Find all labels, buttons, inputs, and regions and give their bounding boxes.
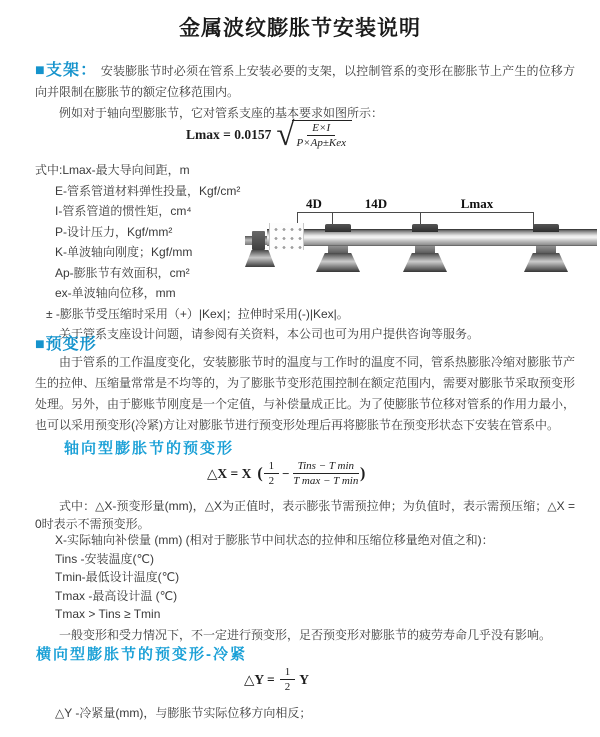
definition-line: E-管系管道材料弹性投量，Kgf/cm²	[55, 183, 241, 198]
pipe-clamp	[533, 224, 559, 232]
fraction-denominator: 2	[268, 475, 275, 487]
minus-sign: −	[282, 465, 290, 481]
fraction-denominator: T max − T min	[293, 475, 359, 487]
lateral-formula-rhs: Y	[299, 671, 309, 687]
one-half-fraction	[280, 666, 296, 693]
pipe-clamp	[325, 224, 351, 232]
fraction-numerator: Tins − T min	[293, 460, 359, 474]
lateral-formula-lhs: △Y =	[244, 671, 275, 687]
definition-line: Ap-膨胀节有效面积，cm²	[55, 265, 190, 280]
lmax-fraction-numerator: E×I	[307, 122, 335, 136]
predeform-section-heading: ■预变形	[35, 336, 97, 353]
fixed-anchor-base	[245, 250, 275, 267]
axial-line: Tmin-最低设计温度(℃)	[55, 570, 180, 585]
dim-label-lmax: Lmax	[460, 196, 494, 211]
lmax-fraction-denominator: P×Ap±Kex	[296, 137, 346, 149]
temperature-fraction	[293, 460, 359, 487]
definition-line: ex-单波轴向位移，mm	[55, 286, 176, 300]
fraction-denominator: 2	[284, 681, 291, 693]
definition-line: 式中:Lmax-最大导向间距，m	[35, 163, 190, 177]
definition-line: 关于管系支座设计问题，请参阅有关资料，本公司也可为用户提供咨询等服务。	[59, 327, 480, 341]
pipe-clamp	[412, 224, 438, 232]
axial-line: X-实际轴向补偿量 (mm) (相对于膨胀节中间状态的拉伸和压缩位移量绝对值之和)：	[55, 533, 494, 547]
one-half-fraction	[264, 460, 280, 487]
support-saddle	[328, 245, 348, 253]
support-example-line: 例如对于轴向型膨胀节，它对管系支座的基本要求如图所示：	[59, 106, 384, 120]
axial-subsection-heading: 轴向型膨胀节的预变形	[64, 440, 235, 457]
support-section-paragraph	[35, 60, 575, 103]
definition-line: I-管系管道的惯性矩，cm⁴	[55, 204, 192, 218]
support-base	[403, 253, 447, 272]
definition-line: K-单波轴向刚度；Kgf/mm	[55, 245, 193, 259]
predeform-paragraph: 由于管系的工作温度变化，安装膨胀节时的温度与工作时的温度不同，管系热膨胀冷缩对膨胀节产生的拉伸、压缩量常常是不均等的，为了膨胀节变形范围控制在额定范围内，需要对膨胀节采取预变形处理。另外，由于膨账节刚度是一个定值，与补偿量成正比。为了使膨胀节位移对管系的作用力最小，也可以采用预变形(冷紧)方让对膨胀节进行预变形处理后再将膨胀节在预变形状态下安装在管系中。	[35, 355, 576, 432]
axial-symbol-lines	[0, 531, 560, 624]
lmax-formula	[186, 117, 352, 153]
square-root	[276, 117, 352, 153]
lmax-fraction	[292, 120, 352, 150]
axial-formula-note: 式中：△X-预变形量(mm)，△X为正值时，表示膨张节需预拉伸；为负值时，表示需预压缩；△X = 0时表示不需预变形。	[35, 499, 575, 531]
dim-label-14d: 14D	[364, 196, 388, 211]
pipe-support-diagram	[245, 196, 597, 288]
support-saddle	[536, 245, 556, 253]
lateral-formula-note: △Y -冷紧量(mm)，与膨胀节实际位移方向相反；	[55, 706, 312, 720]
support-section-heading: ■支架：	[35, 62, 98, 79]
axial-formula-lhs: △X = X	[207, 465, 252, 481]
support-base	[524, 253, 568, 272]
fraction-numerator: 1	[280, 666, 296, 680]
support-saddle	[415, 245, 435, 253]
axial-line: Tmax > Tins ≥ Tmin	[55, 607, 161, 622]
page-title: 金属波纹膨胀节安装说明	[179, 17, 421, 40]
axial-predeform-formula	[207, 460, 366, 487]
axial-line: Tins -安装温度(℃)	[55, 551, 155, 566]
definition-line: ± -膨胀节受压缩时采用（+）|Kex|；拉伸时采用(-)|Kex|。	[46, 306, 349, 321]
dim-label-4d: 4D	[306, 196, 322, 211]
definition-line: P-设计压力，Kgf/mm²	[55, 224, 173, 239]
bellows-expansion-joint	[269, 223, 304, 250]
axial-general-note: 一般变形和受力情况下，不一定进行预变形，足否预变形对膨胀节的疲劳寿命几乎没有影响。	[59, 628, 552, 642]
fraction-numerator: 1	[264, 460, 280, 474]
lmax-formula-lhs: Lmax = 0.0157	[186, 127, 272, 142]
axial-line: Tmax -最高设计温 (℃)	[55, 588, 178, 603]
lateral-predeform-formula	[244, 666, 309, 693]
support-section-intro: 安装膨胀节时必须在管系上安装必要的支架，以控制管系的变形在膨胀节上产生的位移方向并限制在膨胀节的额定位移范围内。	[35, 64, 575, 99]
fixed-anchor-block	[252, 231, 265, 250]
support-base	[316, 253, 360, 272]
radical-sign: √	[276, 117, 295, 153]
close-paren: )	[360, 464, 366, 482]
open-paren: (	[257, 464, 263, 482]
lateral-subsection-heading: 横向型膨胀节的预变形-冷紧	[36, 646, 247, 663]
